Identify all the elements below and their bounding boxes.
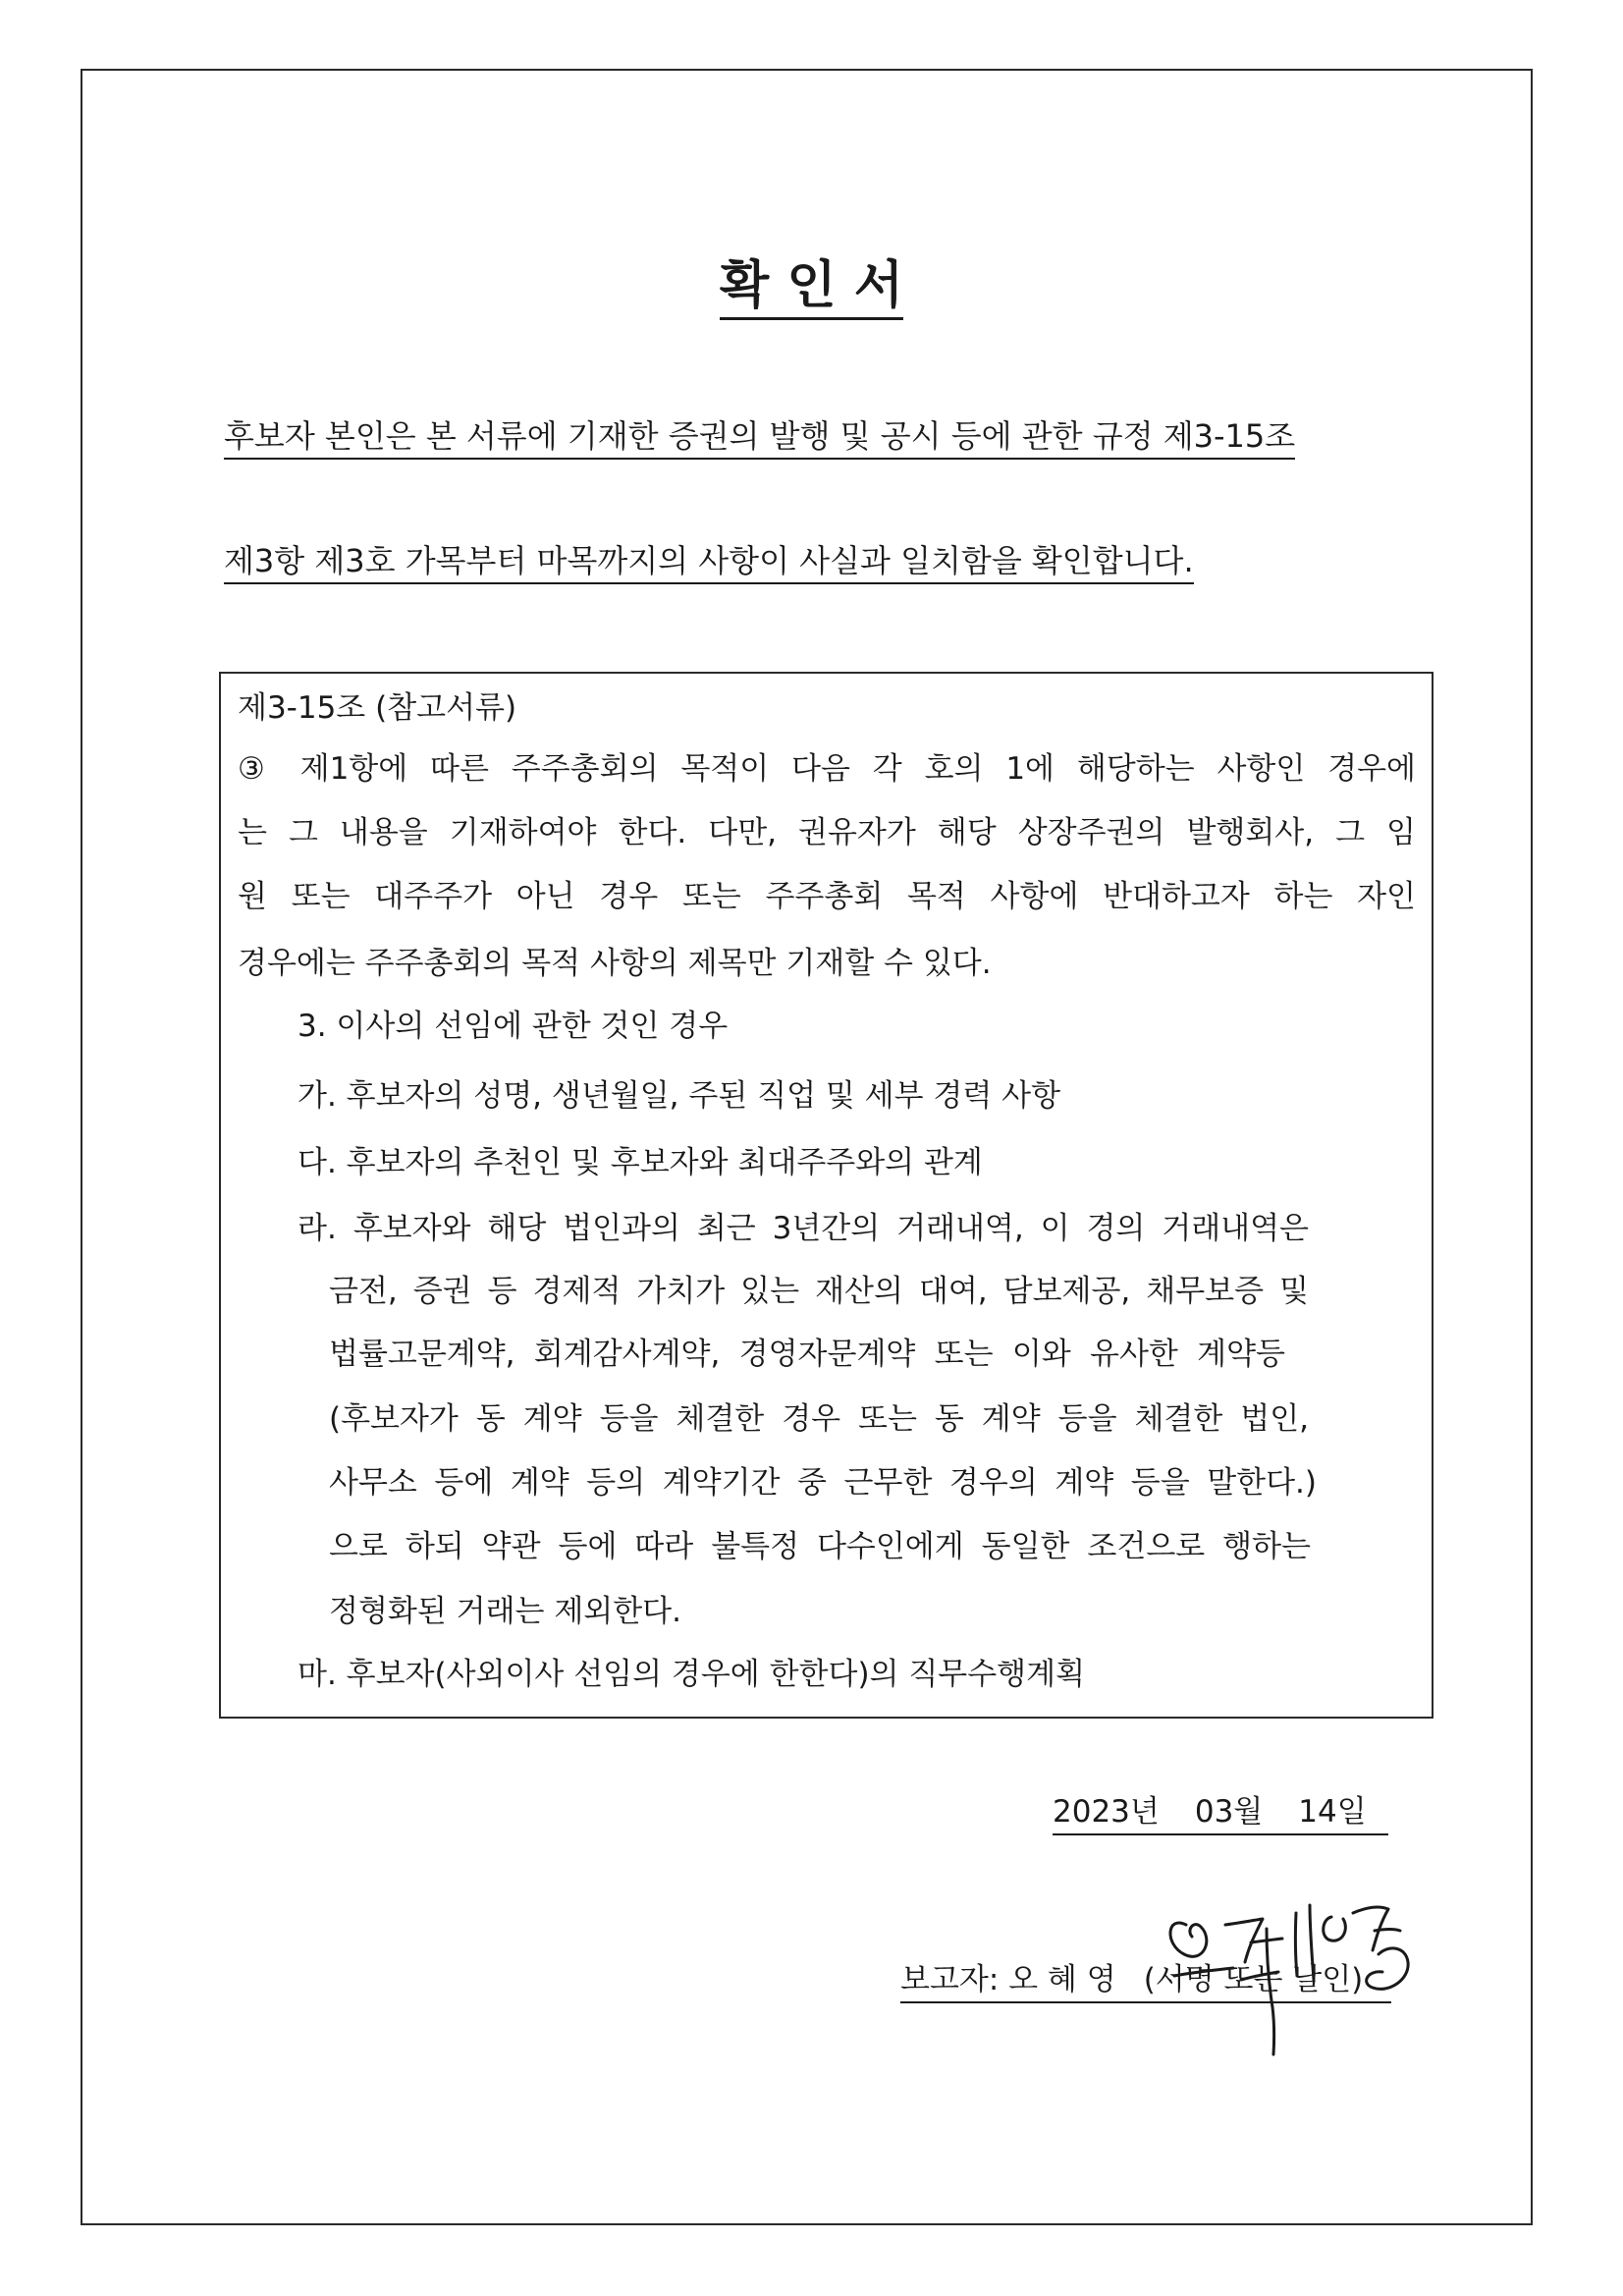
- statement-line-2: 제3항 제3호 가목부터 마목까지의 사항이 사실과 일치함을 확인합니다.: [224, 541, 1194, 584]
- reference-paragraph-line: 경우에는 주주총회의 목적 사항의 제목만 기재할 수 있다.: [238, 946, 992, 981]
- sub-item-ra-line: 법률고문계약, 회계감사계약, 경영자문계약 또는 이와 유사한 계약등: [329, 1337, 1285, 1372]
- sub-item-ga: 가. 후보자의 성명, 생년월일, 주된 직업 및 세부 경력 사항: [298, 1078, 1061, 1114]
- item-3: 3. 이사의 선임에 관한 것인 경우: [298, 1009, 729, 1044]
- reference-heading: 제3-15조 (참고서류): [238, 690, 517, 726]
- document-date: [1053, 1793, 1388, 1835]
- reference-paragraph-line: ③ 제1항에 따른 주주총회의 목적이 다음 각 호의 1에 해당하는 사항인 경우에: [238, 751, 1416, 787]
- date-year: 2023년: [1053, 1794, 1160, 1830]
- sub-item-ra-line: 으로 하되 약관 등에 따라 불특정 다수인에게 동일한 조건으로 행하는: [329, 1529, 1311, 1564]
- document-title: 확 인 서: [0, 244, 1623, 317]
- sub-item-ra-line: (후보자가 동 계약 등을 체결한 경우 또는 동 계약 등을 체결한 법인,: [329, 1401, 1309, 1437]
- reporter-label: 보고자: 오 혜 영: [900, 1962, 1116, 1997]
- sub-item-ra-line: 사무소 등에 계약 등의 계약기간 중 근무한 경우의 계약 등을 말한다.): [329, 1465, 1317, 1501]
- reference-paragraph-line: 는 그 내용을 기재하여야 한다. 다만, 권유자가 해당 상장주권의 발행회사, 그 임: [238, 815, 1416, 850]
- date-month: 03월: [1194, 1794, 1264, 1830]
- statement-line-1: 후보자 본인은 본 서류에 기재한 증권의 발행 및 공시 등에 관한 규정 제3-15조: [224, 416, 1295, 460]
- sub-item-ra-line: 라. 후보자와 해당 법인과의 최근 3년간의 거래내역, 이 경의 거래내역은: [298, 1211, 1309, 1246]
- sub-item-ra-line: 금전, 증권 등 경제적 가치가 있는 재산의 대여, 담보제공, 채무보증 및: [329, 1274, 1309, 1309]
- reference-paragraph-line: 원 또는 대주주가 아닌 경우 또는 주주총회 목적 사항에 반대하고자 하는 자인: [238, 879, 1416, 914]
- signature-note: (서명 또는 날인): [1143, 1962, 1364, 1997]
- sub-item-da: 다. 후보자의 추천인 및 후보자와 최대주주와의 관계: [298, 1145, 983, 1180]
- sub-item-ra-line: 정형화된 거래는 제외한다.: [329, 1594, 681, 1629]
- sub-item-ma: 마. 후보자(사외이사 선임의 경우에 한한다)의 직무수행계획: [298, 1657, 1086, 1692]
- reference-box: [219, 672, 1434, 1719]
- date-day: 14일: [1298, 1794, 1367, 1830]
- handwritten-signature: [1157, 1886, 1422, 2057]
